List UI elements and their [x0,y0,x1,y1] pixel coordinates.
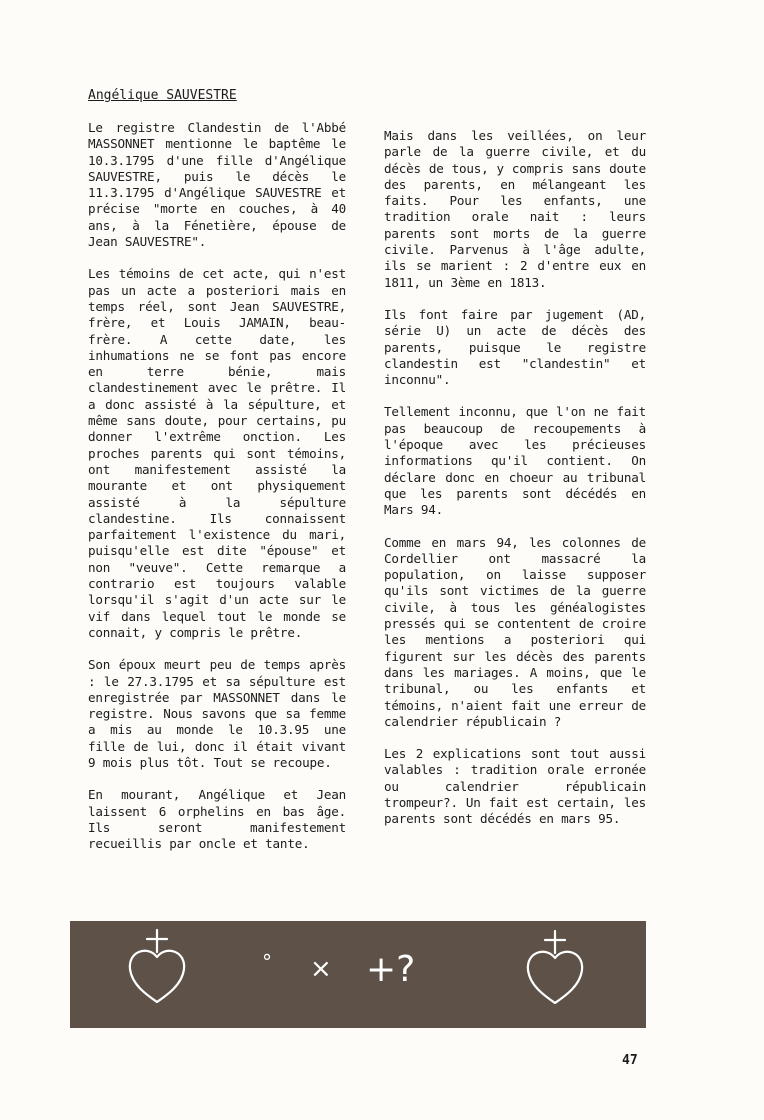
degree-symbol: ° [262,950,272,974]
section-heading: Angélique SAUVESTRE [88,88,237,103]
paragraph: Comme en mars 94, les colonnes de Cordellier ont massacré la population, on laisse supposer qu'ils sont victimes de la guerre civile, à tous les généalogistes pressés qui se contentent de croire les mentions a posteriori qui figurent sur les décès des parents dans les mariages. A moins, que le tribunal, ou les enfants et témoins, n'aient fait une erreur de calendrier républicain ? [384,534,646,729]
left-column [88,120,346,868]
right-column [384,128,646,844]
symbol-banner [70,921,646,1028]
paragraph: Ils font faire par jugement (AD, série U) un acte de décès des parents, puisque le registre clandestin est "clandestin" et inconnu". [384,306,646,388]
symbols-group [262,949,415,990]
paragraph: En mourant, Angélique et Jean laissent 6 orphelins en bas âge. Ils seront manifestement recueillis par oncle et tante. [88,787,346,852]
heart-cross-icon [130,930,184,1002]
paragraph: Les 2 explications sont tout aussi valables : tradition orale erronée ou calendrier républicain trompeur?. Un fait est certain, les parents sont décédés en mars 95. [384,746,646,827]
paragraph: Les témoins de cet acte, qui n'est pas un acte a posteriori mais en temps réel, sont Jean SAUVESTRE, frère, et Louis JAMAIN, beau-frère. A cette date, les inhumations ne se font pas encore en terre bénie, mais clandestinement avec le prêtre. Il a donc assisté à la sépulture, et même sans doute, pour certains, pu donner l'extrême onction. Les proches parents qui sont témoins, ont manifestement assisté la mourante et ont physiquement assisté à la sépulture clandestine. Ils connaissent parfaitement l'existence du mari, puisqu'elle est dite "épouse" et non "veuve". Cette remarque a contrario est toujours valable lorsqu'il s'agit d'un acte sur le vif dans lequel tout le monde se connait, y compris le prêtre. [88,266,346,640]
paragraph: Tellement inconnu, que l'on ne fait pas beaucoup de recoupements à l'époque avec les précieuses informations qu'il contient. On déclare donc en choeur au tribunal que les parents sont décédés en Mars 94. [384,404,646,518]
page-number: 47 [622,1053,638,1068]
plus-question-symbol: +? [366,949,416,990]
paragraph: Le registre Clandestin de l'Abbé MASSONNET mentionne le baptême le 10.3.1795 d'une fille d'Angélique SAUVESTRE, puis le décès le 11.3.1795 d'Angélique SAUVESTRE et précise "morte en couches, à 40 ans, à la Fénetière, épouse de Jean SAUVESTRE". [88,120,346,250]
heart-cross-icon [528,931,582,1003]
paragraph: Mais dans les veillées, on leur parle de la guerre civile, et du décès de tous, y compris sans doute des parents, en mélangeant les faits. Pour les enfants, une tradition orale nait : leurs parents sont morts de la guerre civile. Parvenus à l'âge adulte, ils se marient : 2 d'entre eux en 1811, un 3ème en 1813. [384,128,646,290]
times-symbol: × [310,954,332,984]
paragraph: Son époux meurt peu de temps après : le 27.3.1795 et sa sépulture est enregistrée par MASSONNET dans le registre. Nous savons que sa femme a mis au monde le 10.3.95 une fille de lui, donc il était vivant 9 mois plus tôt. Tout se recoupe. [88,657,346,770]
